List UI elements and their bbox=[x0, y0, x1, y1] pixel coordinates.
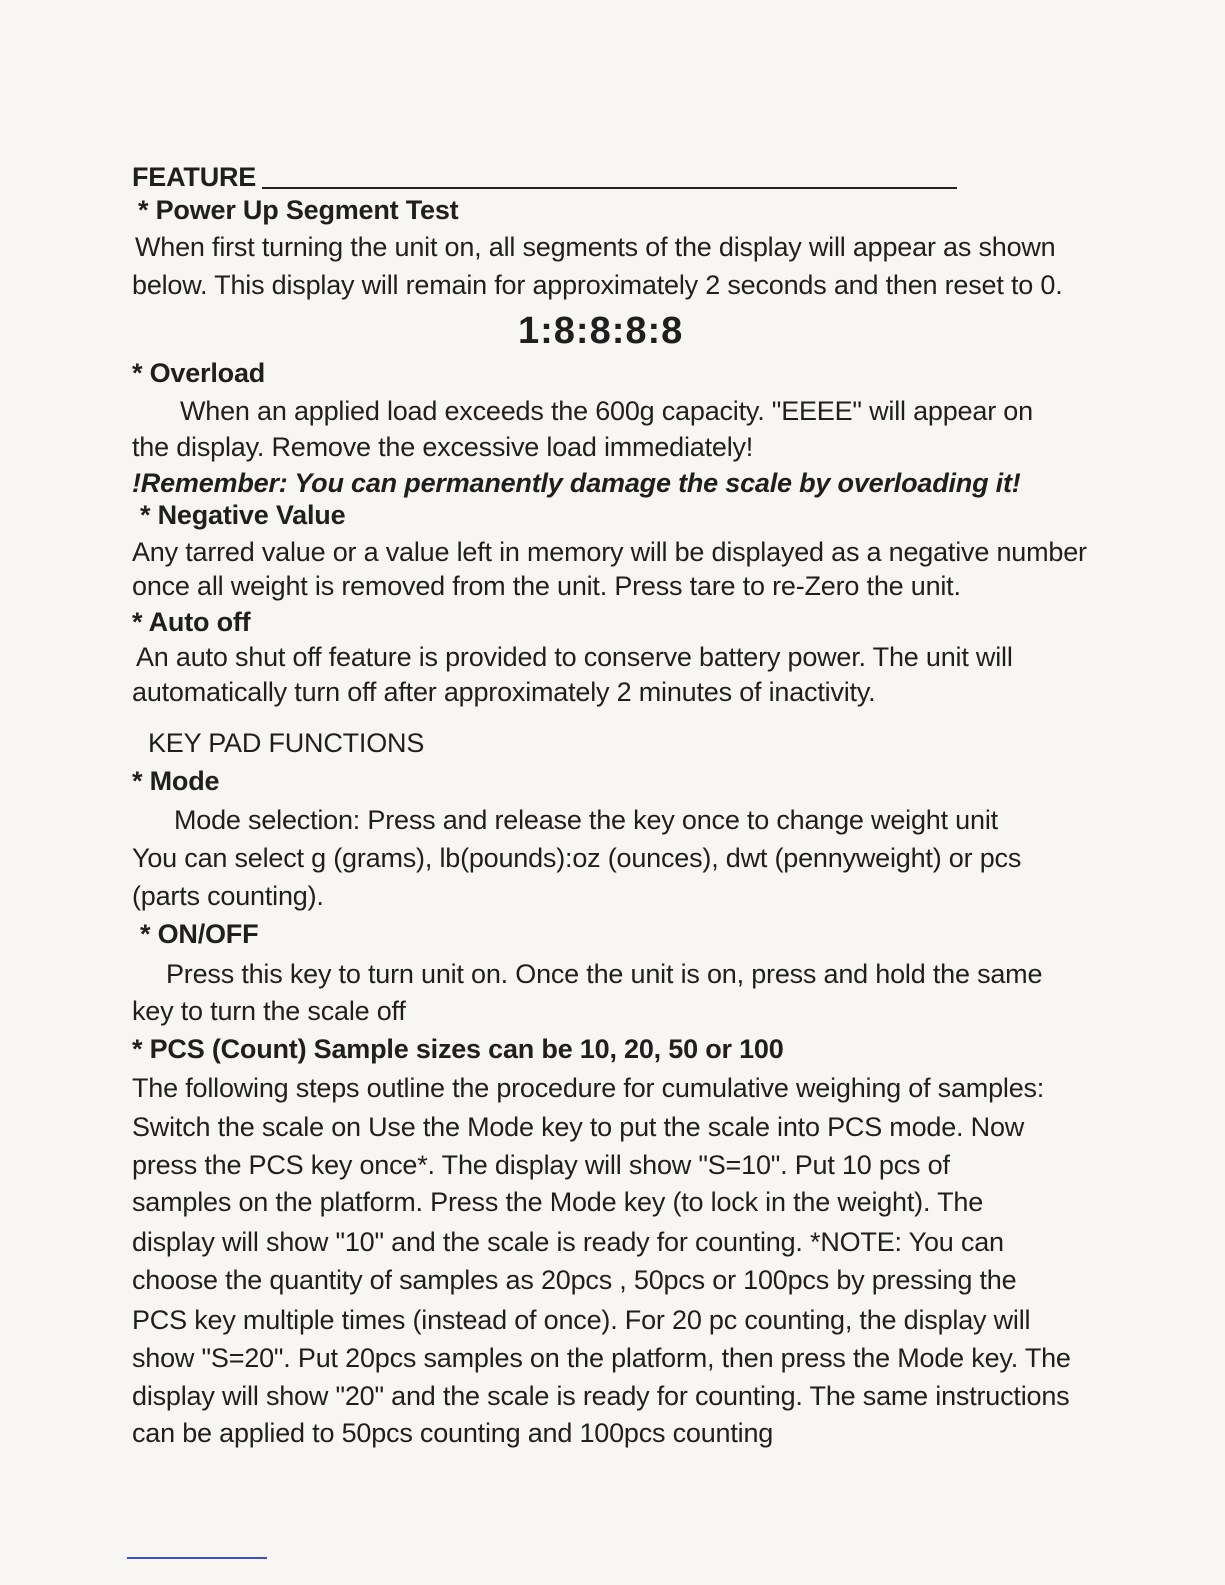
power-up-line-1: When first turning the unit on, all segments of the display will appear as shown bbox=[135, 232, 1056, 262]
onoff-line-1: Press this key to turn unit on. Once the unit is on, press and hold the same bbox=[166, 959, 1043, 989]
mode-line-3: (parts counting). bbox=[132, 881, 324, 911]
auto-off-title: * Auto off bbox=[132, 607, 251, 637]
negative-value-line-1: Any tarred value or a value left in memory will be displayed as a negative number bbox=[132, 537, 1087, 567]
power-up-line-2: below. This display will remain for approximately 2 seconds and then reset to 0. bbox=[132, 270, 1063, 300]
power-up-title: * Power Up Segment Test bbox=[138, 195, 459, 225]
pcs-line-4: samples on the platform. Press the Mode key (to lock in the weight). The bbox=[132, 1187, 984, 1217]
pcs-line-1: The following steps outline the procedure for cumulative weighing of samples: bbox=[132, 1073, 1045, 1103]
pcs-line-2: Switch the scale on Use the Mode key to put the scale into PCS mode. Now bbox=[132, 1112, 1025, 1142]
negative-value-line-2: once all weight is removed from the unit. Press tare to re-Zero the unit. bbox=[132, 571, 961, 601]
pcs-line-5: display will show "10" and the scale is ready for counting. *NOTE: You can bbox=[132, 1227, 1004, 1257]
keypad-heading: KEY PAD FUNCTIONS bbox=[148, 728, 425, 758]
auto-off-line-1: An auto shut off feature is provided to conserve battery power. The unit will bbox=[136, 642, 1013, 672]
feature-heading-rule bbox=[262, 187, 957, 189]
overload-title: * Overload bbox=[132, 358, 266, 388]
overload-line-1: When an applied load exceeds the 600g capacity. "EEEE" will appear on bbox=[180, 396, 1033, 426]
pcs-line-9: display will show "20" and the scale is ready for counting. The same instructions bbox=[132, 1381, 1070, 1411]
onoff-line-2: key to turn the scale off bbox=[132, 996, 406, 1026]
pcs-line-3: press the PCS key once*. The display will show "S=10". Put 10 pcs of bbox=[132, 1150, 950, 1180]
pcs-line-6: choose the quantity of samples as 20pcs , 50pcs or 100pcs by pressing the bbox=[132, 1265, 1017, 1295]
mode-line-1: Mode selection: Press and release the key once to change weight unit bbox=[174, 805, 998, 835]
auto-off-line-2: automatically turn off after approximately 2 minutes of inactivity. bbox=[132, 677, 876, 707]
mode-line-2: You can select g (grams), lb(pounds):oz (ounces), dwt (pennyweight) or pcs bbox=[132, 843, 1022, 873]
overload-line-2: the display. Remove the excessive load immediately! bbox=[132, 432, 754, 462]
onoff-title: * ON/OFF bbox=[140, 919, 259, 949]
pcs-title: * PCS (Count) Sample sizes can be 10, 20, 50 or 100 bbox=[132, 1034, 784, 1064]
footer-mark bbox=[127, 1557, 267, 1559]
negative-value-title: * Negative Value bbox=[140, 500, 346, 530]
pcs-line-8: show "S=20". Put 20pcs samples on the platform, then press the Mode key. The bbox=[132, 1343, 1071, 1373]
overload-warning: !Remember: You can permanently damage the scale by overloading it! bbox=[132, 468, 1021, 498]
pcs-line-7: PCS key multiple times (instead of once). For 20 pc counting, the display will bbox=[132, 1305, 1031, 1335]
mode-title: * Mode bbox=[132, 766, 220, 796]
segment-test-display: 1:8:8:8:8 bbox=[518, 310, 684, 352]
pcs-line-10: can be applied to 50pcs counting and 100pcs counting bbox=[132, 1418, 774, 1448]
feature-heading: FEATURE bbox=[132, 162, 257, 192]
